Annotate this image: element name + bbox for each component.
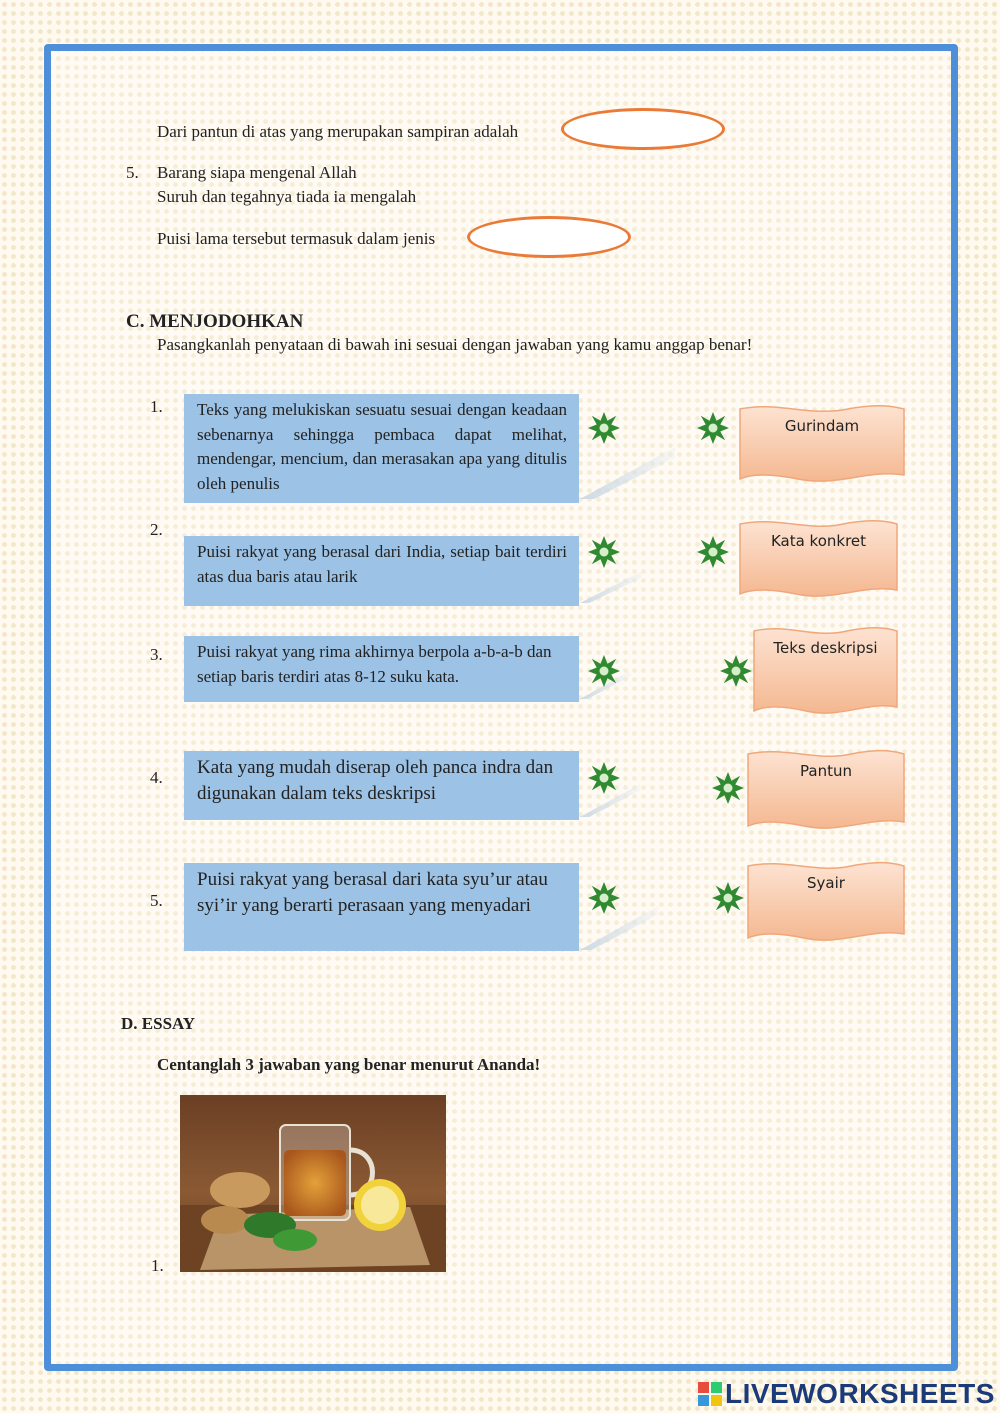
section-d-title: D. ESSAY [121,1014,196,1033]
liveworksheets-logo-icon [698,1382,722,1406]
question-5-line-2: Suruh dan tegahnya tiada ia mengalah [157,187,417,206]
match-dot-right-5-icon[interactable] [711,881,745,915]
match-question-number: 5. [150,891,163,910]
question-5-number: 5. [126,163,139,182]
answer-label: Teks deskripsi [773,639,878,657]
match-dot-left-3-icon[interactable] [587,654,621,688]
answer-flag-kata-konkret [738,518,899,600]
section-d-instruction: Centanglah 3 jawaban yang benar menurut Ananda! [157,1055,541,1074]
match-dot-right-3-icon[interactable] [719,654,753,688]
match-question-box: Teks yang melukiskan sesuatu sesuai dengan keadaan sebenarnya sehingga pembaca dapat melihat, mendengar, mencium, dan merasakan apa yang ditulis oleh penulis [184,394,579,503]
question-4-tail: Dari pantun di atas yang merupakan sampiran adalah [157,122,519,141]
logo-text: LIVEWORKSHEETS [725,1378,995,1409]
answer-flag-syair [746,860,906,944]
match-dot-left-2-icon[interactable] [587,535,621,569]
answer-oval-4[interactable] [561,108,725,150]
question-5-prompt: Puisi lama tersebut termasuk dalam jenis [157,229,436,248]
answer-flag-gurindam [738,403,906,486]
answer-label: Syair [807,874,845,892]
match-dot-right-2-icon[interactable] [696,535,730,569]
match-question-box: Puisi rakyat yang berasal dari India, setiap bait terdiri atas dua baris atau larik [184,536,579,606]
match-question-box: Puisi rakyat yang berasal dari kata syu’ur atau syi’ir yang berarti perasaan yang menyadari [184,863,579,951]
match-question-box: Kata yang mudah diserap oleh panca indra dan digunakan dalam teks deskripsi [184,751,579,820]
match-dot-right-1-icon[interactable] [696,411,730,445]
match-dot-left-1-icon[interactable] [587,411,621,445]
answer-label: Gurindam [784,417,860,435]
match-question-box: Puisi rakyat yang rima akhirnya berpola a-b-a-b dan setiap baris terdiri atas 8-12 suku kata. [184,636,579,702]
ginger-tea-photo [180,1095,446,1272]
match-question-number: 1. [150,397,163,416]
match-question-number: 4. [150,768,163,787]
section-c-instruction: Pasangkanlah penyataan di bawah ini sesuai dengan jawaban yang kamu anggap benar! [157,335,753,354]
section-c-title: C. MENJODOHKAN [126,311,304,332]
liveworksheets-logo[interactable] [698,1378,995,1410]
answer-oval-5[interactable] [467,216,631,258]
match-question-number: 2. [150,520,163,539]
match-dot-left-4-icon[interactable] [587,761,621,795]
answer-label: Kata konkret [770,532,867,550]
question-5-line-1: Barang siapa mengenal Allah [157,163,357,182]
match-dot-left-5-icon[interactable] [587,881,621,915]
essay-item-number: 1. [151,1256,164,1275]
answer-label: Pantun [800,762,852,780]
match-dot-right-4-icon[interactable] [711,771,745,805]
answer-flag-pantun [746,748,906,832]
match-question-number: 3. [150,645,163,664]
answer-flag-teks-deskripsi [752,625,899,717]
